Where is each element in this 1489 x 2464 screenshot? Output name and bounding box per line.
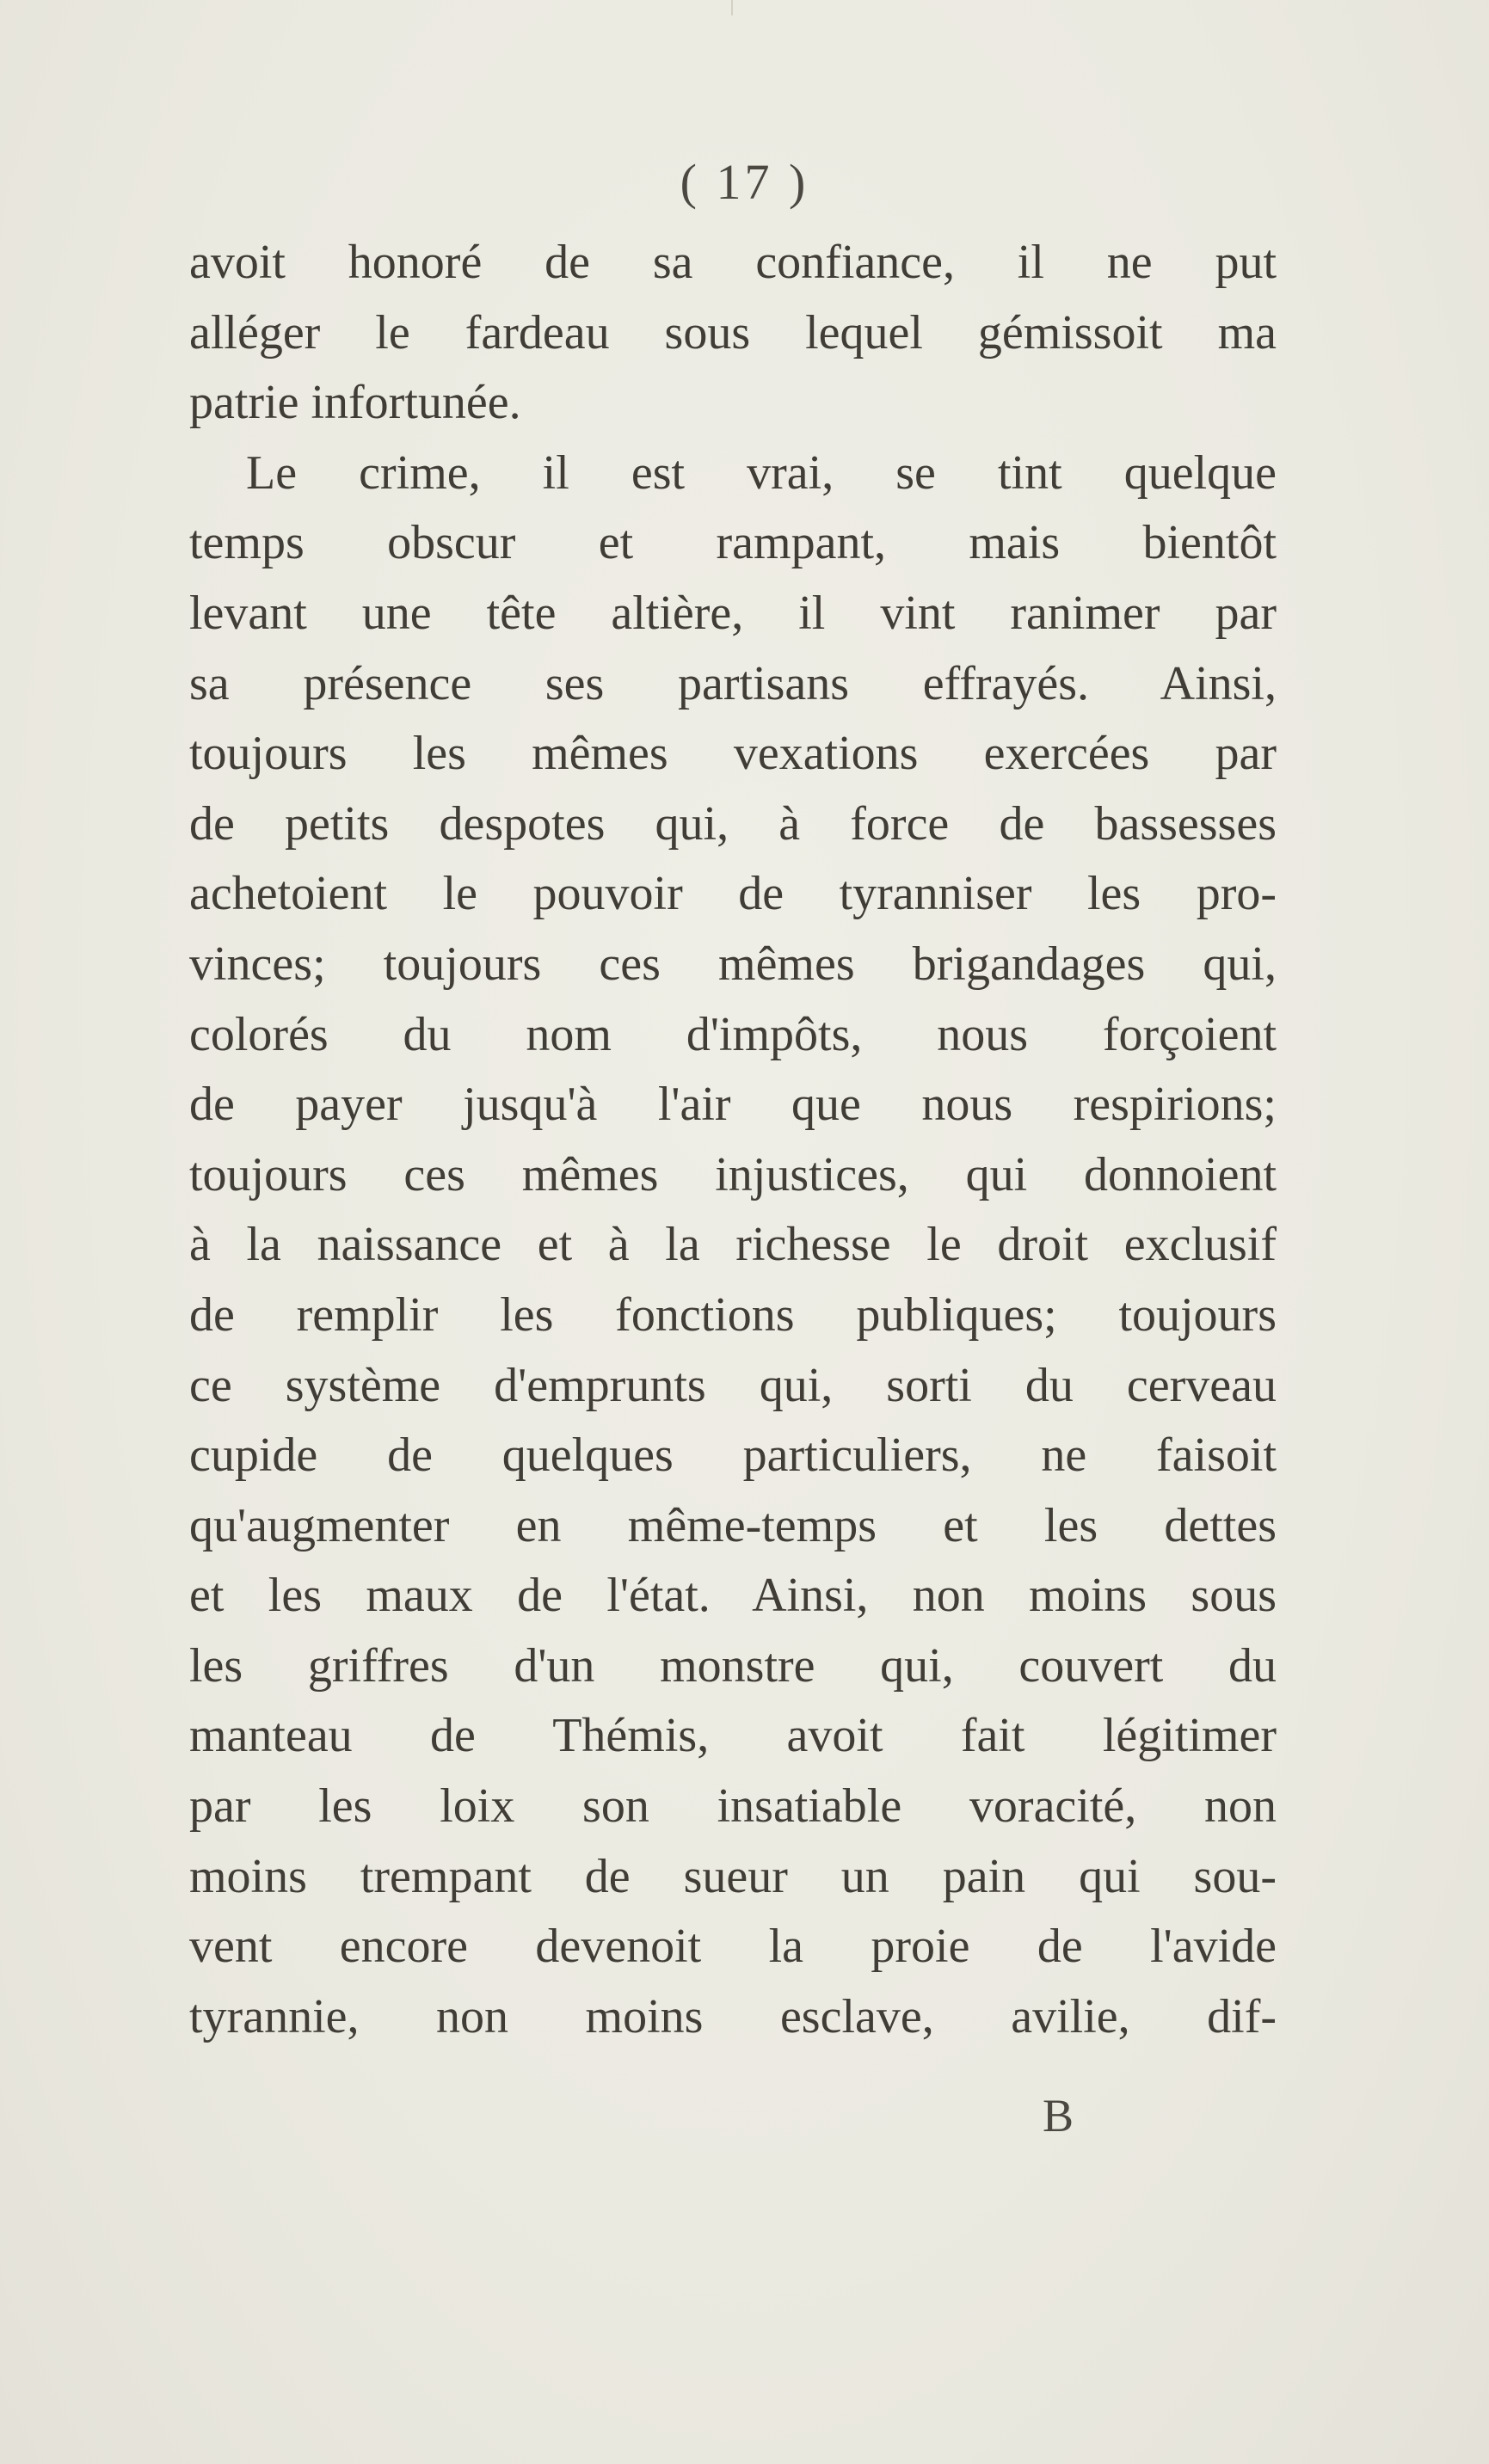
text-line: de remplir les fonctions publiques; toujours — [189, 1287, 1277, 1342]
text-line: par les loix son insatiable voracité, non — [189, 1779, 1277, 1834]
text-line: de petits despotes qui, à force de bassesses — [189, 796, 1277, 851]
text-line: cupide de quelques particuliers, ne faisoit — [189, 1429, 1277, 1483]
page-edge-mark — [731, 0, 733, 15]
text-line: vinces; toujours ces mêmes brigandages qui, — [189, 937, 1277, 991]
text-line: colorés du nom d'impôts, nous forçoient — [189, 1007, 1277, 1061]
text-line: levant une tête altière, il vint ranimer par — [189, 586, 1277, 640]
text-line: patrie infortunée. — [189, 376, 521, 430]
text-line: à la naissance et à la richesse le droit exclusif — [189, 1218, 1277, 1272]
text-line: toujours les mêmes vexations exercées par — [189, 727, 1277, 781]
text-line: moins trempant de sueur un pain qui sou- — [189, 1849, 1277, 1903]
text-line: et les maux de l'état. Ainsi, non moins sous — [189, 1569, 1277, 1623]
body-text — [189, 228, 1277, 2052]
text-line: ce système d'emprunts qui, sorti du cerveau — [189, 1358, 1277, 1412]
text-line: vent encore devenoit la proie de l'avide — [189, 1920, 1277, 1974]
text-line: tyrannie, non moins esclave, avilie, dif- — [189, 1989, 1277, 2043]
page-number: ( 17 ) — [680, 154, 809, 210]
text-line: achetoient le pouvoir de tyranniser les pro- — [189, 867, 1277, 921]
text-line: sa présence ses partisans effrayés. Ainsi, — [189, 656, 1277, 710]
text-line: qu'augmenter en même-temps et les dettes — [189, 1498, 1277, 1552]
text-line: de payer jusqu'à l'air que nous respirions; — [189, 1078, 1277, 1132]
signature-mark: B — [1043, 2090, 1074, 2141]
text-line: Le crime, il est vrai, se tint quelque — [246, 445, 1277, 500]
text-line: manteau de Thémis, avoit fait légitimer — [189, 1709, 1277, 1763]
text-line: temps obscur et rampant, mais bientôt — [189, 516, 1277, 570]
text-line: les griffres d'un monstre qui, couvert du — [189, 1638, 1277, 1693]
text-line: avoit honoré de sa confiance, il ne put — [189, 236, 1277, 289]
text-line: toujours ces mêmes injustices, qui donnoient — [189, 1147, 1277, 1201]
text-line: alléger le fardeau sous lequel gémissoit ma — [189, 305, 1277, 359]
